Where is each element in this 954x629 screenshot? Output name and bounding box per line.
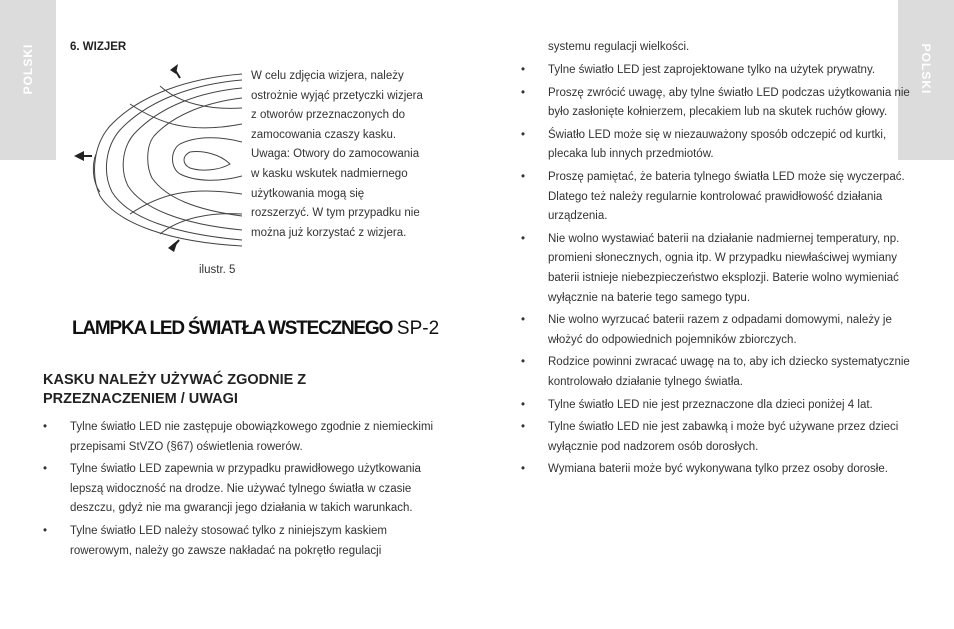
visor-line: ostrożnie wyjąć przetyczki wizjera	[251, 89, 423, 102]
list-item: • Tylne światło LED zapewnia w przypadku prawidłowego użytkowania lepszą widoczność na drodze. Nie używać tylnego światła w czasie deszczu, gdyż nie ma gwarancji jego działania w takich warunkach.	[43, 460, 438, 519]
visor-description	[251, 67, 441, 243]
illustration-caption: ilustr. 5	[199, 264, 236, 276]
language-tab-left	[0, 0, 56, 160]
led-title-bold: LAMPKA LED ŚWIATŁA WSTECZNEGO	[72, 318, 393, 339]
list-item: • Tylne światło LED nie jest przeznaczone dla dzieci poniżej 4 lat.	[521, 396, 916, 416]
visor-line: w kasku wskutek nadmiernego	[251, 167, 408, 180]
list-item: • Światło LED może się w niezauważony sposób odczepić od kurtki, plecaka lub innych przedmiotów.	[521, 126, 916, 165]
led-section-title	[72, 318, 439, 340]
list-item: • Rodzice powinni zwracać uwagę na to, aby ich dziecko systematycznie kontrolowało działanie tylnego światła.	[521, 353, 916, 392]
visor-line: można już korzystać z wizjera.	[251, 226, 407, 239]
language-tab-right-label: POLSKI	[919, 43, 933, 95]
continued-text: systemu regulacji wielkości.	[548, 41, 690, 53]
usage-heading: KASKU NALEŻY UŻYWAĆ ZGODNIE Z PRZEZNACZENIEM / UWAGI	[43, 372, 307, 407]
list-item: • Nie wolno wystawiać baterii na działanie nadmiernej temperatury, np. promieni słonecznych, ognia itp. W przypadku niewłaściwej wymiany baterii istnieje niebezpieczeństwo eksplozji. Baterie wolno wymieniać wyłącznie na baterie tego samego typu.	[521, 230, 916, 308]
list-item: • Tylne światło LED jest zaprojektowane tylko na użytek prywatny.	[521, 61, 916, 81]
list-item: • Proszę pamiętać, że bateria tylnego światła LED może się wyczerpać. Dlatego też należy regularnie kontrolować prawidłowość działania urządzenia.	[521, 168, 916, 227]
helmet-visor-illustration	[70, 64, 242, 254]
left-bullet-list	[43, 418, 438, 564]
visor-line: z otworów przeznaczonych do	[251, 109, 406, 122]
visor-line: W celu zdjęcia wizjera, należy	[251, 70, 404, 82]
list-item: • Nie wolno wyrzucać baterii razem z odpadami domowymi, należy je włożyć do odpowiednich pojemników zbiorczych.	[521, 311, 916, 350]
visor-line: Uwaga: Otwory do zamocowania	[251, 148, 420, 161]
language-tab-left-label: POLSKI	[21, 43, 35, 95]
visor-line: zamocowania czaszy kasku.	[251, 128, 397, 141]
list-item: • Tylne światło LED nie zastępuje obowiązkowego zgodnie z niemieckimi przepisami StVZO (§67) oświetlenia rowerów.	[43, 418, 438, 457]
visor-line: rozszerzyć. W tym przypadku nie	[251, 207, 420, 220]
right-bullet-list	[521, 61, 916, 483]
visor-line: użytkowania mogą się	[251, 187, 365, 200]
list-item: • Wymiana baterii może być wykonywana tylko przez osoby dorosłe.	[521, 460, 916, 480]
list-item: • Tylne światło LED nie jest zabawką i może być używane przez dzieci wyłącznie pod nadzorem osób dorosłych.	[521, 418, 916, 457]
visor-section-heading: 6. WIZJER	[70, 41, 127, 53]
list-item: • Proszę zwrócić uwagę, aby tylne światło LED podczas użytkowania nie było zasłonięte kołnierzem, plecakiem lub na skutek ruchów głowy.	[521, 84, 916, 123]
list-item: • Tylne światło LED należy stosować tylko z niniejszym kaskiem rowerowym, należy go zawsze nakładać na pokrętło regulacji	[43, 522, 438, 561]
led-model-name: SP-2	[396, 318, 440, 339]
